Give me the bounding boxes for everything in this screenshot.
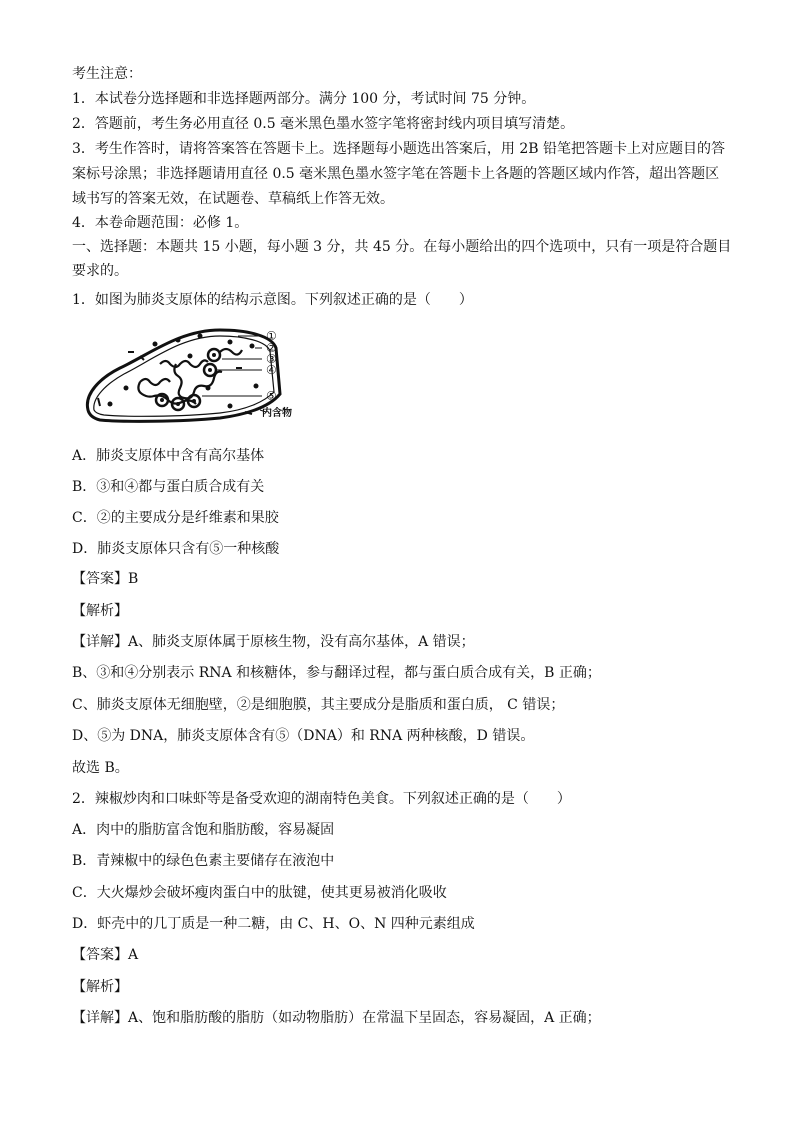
notice-title: 考生注意： (72, 66, 142, 82)
q1-detail-d: D、⑤为 DNA，肺炎支原体含有⑤（DNA）和 RNA 两种核酸，D 错误。 (72, 728, 535, 744)
q1-option-d: D．肺炎支原体只含有⑤一种核酸 (72, 541, 280, 557)
q1-conclusion: 故选 B。 (72, 760, 129, 776)
q2-detail-a (72, 1008, 601, 1028)
question-1-stem: 1．如图为肺炎支原体的结构示意图。下列叙述正确的是（ ） (72, 292, 473, 308)
section-heading: 一、选择题：本题共 15 小题，每小题 3 分，共 45 分。在每小题给出的四个选项中，只有一项是符合题目 (72, 239, 732, 255)
q1-detail-b: B、③和④分别表示 RNA 和核糖体，参与翻译过程，都与蛋白质合成有关，B 正确； (72, 665, 601, 681)
label-1: ① (266, 329, 277, 343)
q2-analysis-title: 【解析】 (72, 979, 128, 995)
label-2: ② (266, 341, 277, 355)
q2-answer: 【答案】A (72, 947, 139, 963)
q1-detail-c: C、肺炎支原体无细胞壁，②是细胞膜，其主要成分是脂质和蛋白质， C 错误； (72, 697, 565, 713)
notice-item-1: 1．本试卷分选择题和非选择题两部分。满分 100 分，考试时间 75 分钟。 (72, 91, 536, 107)
question-2-stem: 2．辣椒炒肉和口味虾等是备受欢迎的湖南特色美食。下列叙述正确的是（ ） (72, 791, 571, 807)
notice-item-4: 4．本卷命题范围：必修 1。 (72, 215, 249, 231)
q2-option-c: C．大火爆炒会破坏瘦肉蛋白中的肽键，使其更易被消化吸收 (72, 885, 447, 901)
detail-tag: 【详解】 (72, 1010, 128, 1026)
q1-option-c: C．②的主要成分是纤维素和果胶 (72, 510, 279, 526)
q2-option-b: B．青辣椒中的绿色色素主要储存在液泡中 (72, 853, 335, 869)
q2-option-d: D．虾壳中的几丁质是一种二糖，由 C、H、O、N 四种元素组成 (72, 916, 475, 932)
q1-analysis-title: 【解析】 (72, 603, 128, 619)
q1-option-a: A．肺炎支原体中含有高尔基体 (72, 448, 265, 464)
notice-item-2: 2．答题前，考生务必用直径 0.5 毫米黑色墨水签字笔将密封线内项目填写清楚。 (72, 116, 575, 132)
section-heading-cont: 要求的。 (72, 263, 128, 279)
q1-option-b: B．③和④都与蛋白质合成有关 (72, 479, 265, 495)
label-inclusions: 内含物 (262, 408, 292, 419)
notice-item-3-cont: 案标号涂黑；非选择题请用直径 0.5 毫米黑色墨水签字笔在答题卡上各题的答题区域内作答，超出答题区 (72, 166, 720, 182)
q1-answer: 【答案】B (72, 571, 139, 587)
detail-text: A、肺炎支原体属于原核生物，没有高尔基体，A 错误； (128, 634, 475, 650)
q1-detail-a (72, 632, 475, 652)
notice-item-3-cont2: 域书写的答案无效，在试题卷、草稿纸上作答无效。 (72, 191, 394, 207)
q2-option-a: A．肉中的脂肪富含饱和脂肪酸，容易凝固 (72, 822, 335, 838)
detail-text: A、饱和脂肪酸的脂肪（如动物脂肪）在常温下呈固态，容易凝固，A 正确； (128, 1010, 601, 1026)
mycoplasma-diagram (80, 322, 310, 427)
label-3: ③ (266, 352, 277, 366)
label-5: ⑤ (266, 389, 277, 403)
label-4: ④ (266, 363, 277, 377)
detail-tag: 【详解】 (72, 634, 128, 650)
notice-item-3: 3．考生作答时，请将答案答在答题卡上。选择题每小题选出答案后，用 2B 铅笔把答题卡上对应题目的答 (72, 141, 726, 157)
